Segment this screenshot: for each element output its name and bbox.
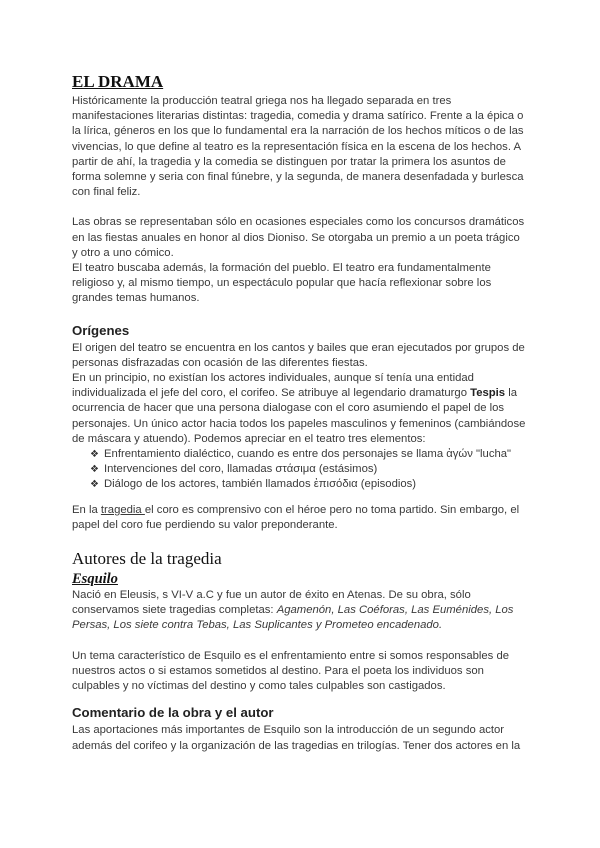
tragedies-list: Agamenón, Las Coéforas, Las Euménides, Los Persas, Los siete contra Tebas, Las Suplicantes y Prometeo encadenado. bbox=[72, 604, 514, 632]
list-item: ❖ Enfrentamiento dialéctico, cuando es entre dos personajes se llama ἀγών "lucha" bbox=[90, 447, 528, 462]
esquilo-heading: Esquilo bbox=[72, 571, 118, 588]
comentario-paragraph: Las aportaciones más importantes de Esquilo son la introducción de un segundo actor además del corifeo y la organización de las tragedias en trilogías. Tener dos actores en la bbox=[72, 724, 521, 752]
comentario-heading: Comentario de la obra y el autor bbox=[72, 705, 274, 721]
origenes-paragraph-2: En un principio, no existían los actores individuales, aunque sí tenía una entidad individualizada el jefe del coro, el corifeo. Se atribuye al legendario dramaturgo Tespis la ocurrencia de hacer que una persona dialogase con el coro asumiendo el papel de los personajes. Un único actor hacia todos los papeles masculinos y femeninos (cambiándose de máscara y atuendo). Podemos apreciar en el teatro tres elementos: bbox=[72, 372, 526, 445]
origenes-paragraph-3: En la tragedia el coro es comprensivo con el héroe pero no toma partido. Sin embargo, el papel del coro fue perdiendo su valor preponderante. bbox=[72, 503, 520, 531]
autores-heading: Autores de la tragedia bbox=[72, 549, 222, 569]
esquilo-paragraph-2: Un tema característico de Esquilo es el enfrentamiento entre si somos responsables de nuestros actos o si estamos sometidos al destino. Para el poeta los individuos son culpables y no víctimas del destino y como tales culpables son castigados. bbox=[72, 649, 510, 693]
tespis-name: Tespis bbox=[470, 387, 506, 400]
tragedia-link[interactable]: tragedia bbox=[100, 503, 145, 516]
esquilo-paragraph-1: Nació en Eleusis, s VI-V a.C y fue un autor de éxito en Atenas. De su obra, sólo conservamos siete tragedias completas: Agamenón, Las Coéforas, Las Euménides, Los Persas, Los siete contra Tebas, Las Suplicantes y Prometeo encadenado. bbox=[72, 589, 514, 632]
origenes-heading: Orígenes bbox=[72, 322, 130, 338]
intro-paragraph-1: Históricamente la producción teatral griega nos ha llegado separada en tres manifestaciones literarias distintas: tragedia, comedia y drama satírico. Frente a la épica o la lírica, géneros en los que lo fundamental era la narración de los hechos míticos o de las vivencias, lo que define al teatro es la representación física en la escena de los hechos. A partir de ahí, la tragedia y la comedia se distinguen por tratar la primera los asuntos de forma solemne y seria con final fúnebre, y la segunda, de manera desenfadada y burlesca con final feliz. bbox=[72, 95, 524, 199]
list-item: ❖ Intervenciones del coro, llamadas στάσιμα (estásimos) bbox=[90, 462, 528, 477]
diamond-bullet-icon: ❖ bbox=[90, 449, 99, 461]
list-item: ❖ Diálogo de los actores, también llamados ἐπισόδια (episodios) bbox=[90, 477, 528, 492]
diamond-bullet-icon: ❖ bbox=[90, 464, 99, 476]
origenes-paragraph-1: El origen del teatro se encuentra en los cantos y bailes que eran ejecutados por grupos de personas disfrazadas con ocasión de las diferentes fiestas. bbox=[72, 341, 525, 369]
elements-list bbox=[72, 447, 528, 493]
diamond-bullet-icon: ❖ bbox=[90, 479, 99, 491]
page-title: EL DRAMA bbox=[72, 72, 164, 91]
intro-paragraph-2: Las obras se representaban sólo en ocasiones especiales como los concursos dramáticos en las fiestas anuales en honor al dios Dioniso. Se otorgaba un premio a un poeta trágico y otro a uno cómico. bbox=[72, 216, 525, 259]
intro-paragraph-3: El teatro buscaba además, la formación del pueblo. El teatro era fundamentalmente religioso y, al mismo tiempo, un espectáculo popular que hacía reflexionar sobre los grandes temas humanos. bbox=[72, 262, 492, 305]
